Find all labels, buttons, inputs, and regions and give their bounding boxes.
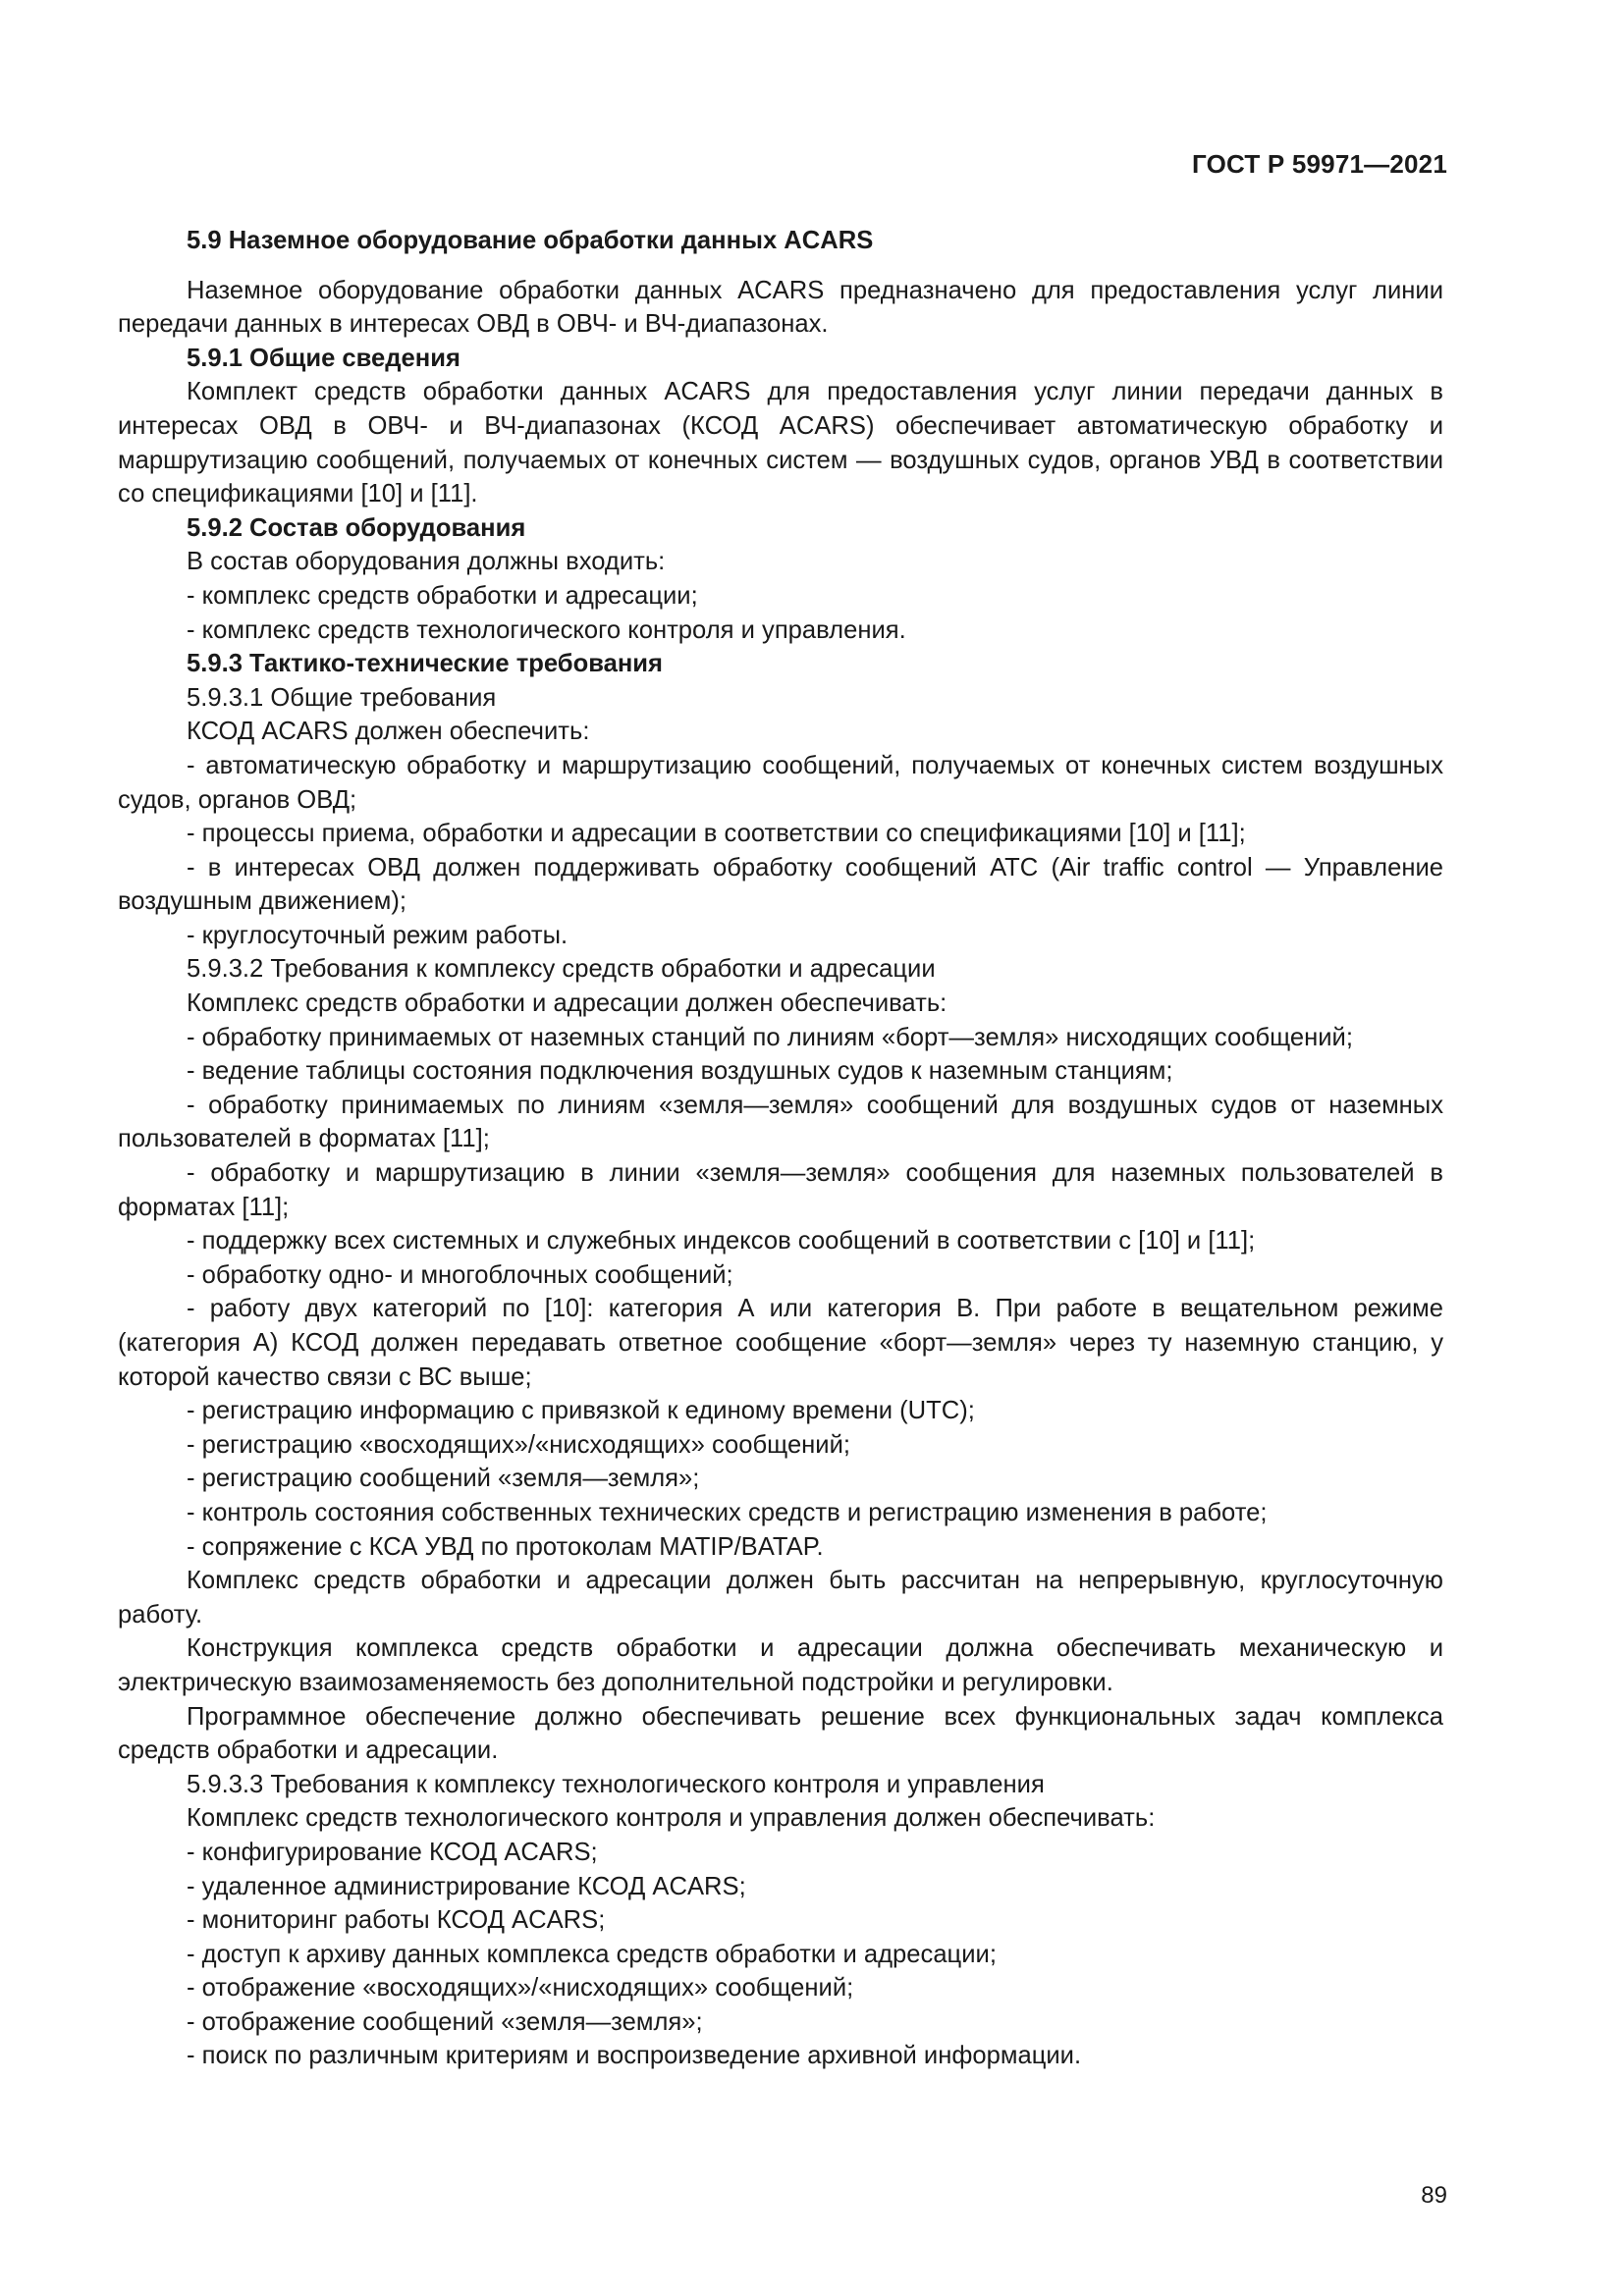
list-item: - регистрацию сообщений «земля—земля»;: [187, 1465, 700, 1493]
list-item: - процессы приема, обработки и адресации в соответствии со спецификациями [10] и [11];: [187, 820, 1246, 848]
list-item: - доступ к архиву данных комплекса средств обработки и адресации;: [187, 1940, 997, 1968]
subsection-general-text: Комплект средств обработки данных ACARS для предоставления услуг линии передачи данных в интересах ОВД в ОВЧ- и ВЧ-диапазонах (КСОД ACARS) обеспечивает автоматическую обработку и маршрутизацию сообщений, получаемых от конечных систем — воздушных судов, органов УВД в соответствии со спецификациями [10] и [11].: [118, 378, 1443, 508]
list-item: - удаленное администрирование КСОД ACARS;: [187, 1872, 746, 1900]
list-item: - контроль состояния собственных технических средств и регистрацию изменения в работе;: [187, 1498, 1268, 1526]
list-item: - отображение сообщений «земля—земля»;: [187, 2007, 703, 2036]
list-item: - сопряжение с КСА УВД по протоколам MATIP/BATAP.: [187, 1532, 824, 1561]
clause-title-control: 5.9.3.3 Требования к комплексу технологического контроля и управления: [187, 1770, 1045, 1798]
list-item: - отображение «восходящих»/«нисходящих» сообщений;: [187, 1974, 854, 2002]
list-item: - конфигурирование КСОД ACARS;: [187, 1838, 598, 1866]
clause-processing-text: Комплекс средств обработки и адресации должен обеспечивать:: [187, 989, 947, 1018]
list-item: - обработку и маршрутизацию в линии «земля—земля» сообщения для наземных пользователей в форматах [11];: [118, 1159, 1443, 1221]
list-item: - в интересах ОВД должен поддерживать обработку сообщений АТС (Air traffic control — Управление воздушным движением);: [118, 853, 1443, 916]
section-title: 5.9 Наземное оборудование обработки данных ACARS: [187, 227, 874, 254]
list-item: - комплекс средств технологического контроля и управления.: [187, 615, 906, 644]
clause-control-text: Комплекс средств технологического контроля и управления должен обеспечивать:: [187, 1804, 1156, 1833]
list-item: - поиск по различным критериям и воспроизведение архивной информации.: [187, 2042, 1082, 2070]
document-body: [118, 224, 1443, 2073]
clause-title-general: 5.9.3.1 Общие требования: [187, 683, 497, 712]
subsection-composition-text: В состав оборудования должны входить:: [187, 548, 666, 576]
list-item: - регистрацию «восходящих»/«нисходящих» сообщений;: [187, 1430, 851, 1459]
clause-title-processing: 5.9.3.2 Требования к комплексу средств обработки и адресации: [187, 955, 936, 984]
list-item: - обработку принимаемых по линиям «земля—земля» сообщений для воздушных судов от наземных пользователей в форматах [11];: [118, 1091, 1443, 1153]
subsection-title-general: 5.9.1 Общие сведения: [187, 344, 460, 372]
paragraph: Комплекс средств обработки и адресации должен быть рассчитан на непрерывную, круглосуточную работу.: [118, 1567, 1443, 1629]
list-item: - мониторинг работы КСОД ACARS;: [187, 1906, 606, 1935]
paragraph: Программное обеспечение должно обеспечивать решение всех функциональных задач комплекса средств обработки и адресации.: [118, 1702, 1443, 1765]
subsection-title-composition: 5.9.2 Состав оборудования: [187, 513, 526, 542]
list-item: - поддержку всех системных и служебных индексов сообщений в соответствии с [10] и [11];: [187, 1227, 1256, 1255]
paragraph: Конструкция комплекса средств обработки и адресации должна обеспечивать механическую и электрическую взаимозаменяемость без дополнительной подстройки и регулировки.: [118, 1634, 1443, 1696]
list-item: - обработку принимаемых от наземных станций по линиям «борт—земля» нисходящих сообщений;: [187, 1023, 1353, 1051]
list-item: - работу двух категорий по [10]: категория А или категория В. При работе в вещательном режиме (категория А) КСОД должен передавать ответное сообщение «борт—земля» через ту наземную станцию, у которой качество связи с ВС выше;: [118, 1295, 1443, 1391]
list-item: - ведение таблицы состояния подключения воздушных судов к наземным станциям;: [187, 1057, 1173, 1086]
subsection-title-requirements: 5.9.3 Тактико-технические требования: [187, 650, 663, 678]
clause-general-text: КСОД ACARS должен обеспечить:: [187, 718, 590, 746]
page-number: 89: [1421, 2182, 1447, 2209]
list-item: - обработку одно- и многоблочных сообщений;: [187, 1260, 733, 1289]
section-intro: Наземное оборудование обработки данных ACARS предназначено для предоставления услуг линии передачи данных в интересах ОВД в ОВЧ- и ВЧ-диапазонах.: [118, 276, 1443, 339]
list-item: - круглосуточный режим работы.: [187, 921, 568, 949]
list-item: - регистрацию информацию с привязкой к единому времени (UTC);: [187, 1397, 975, 1425]
list-item: - комплекс средств обработки и адресации;: [187, 581, 698, 610]
list-item: - автоматическую обработку и маршрутизацию сообщений, получаемых от конечных систем воздушных судов, органов ОВД;: [118, 751, 1443, 814]
document-id: ГОСТ Р 59971—2021: [1192, 149, 1447, 179]
